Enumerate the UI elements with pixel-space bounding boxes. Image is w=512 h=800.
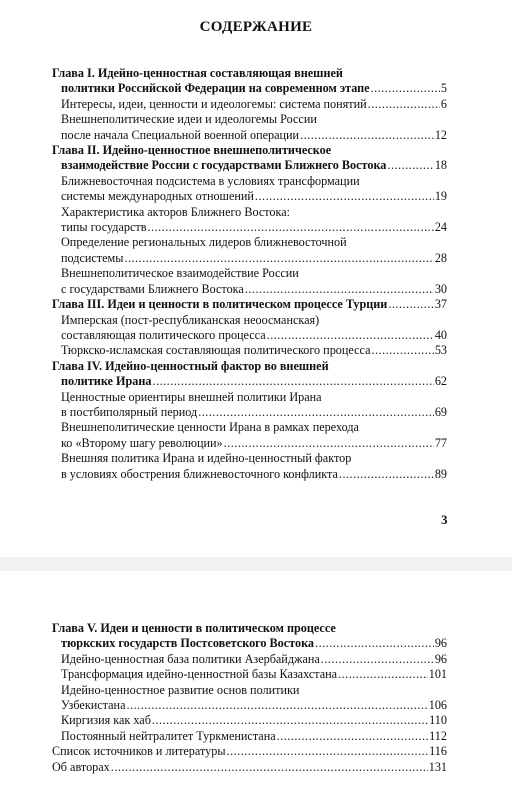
entry-text: Киргизия как хаб: [61, 713, 151, 728]
entry-text: с государствами Ближнего Востока: [61, 281, 244, 296]
toc-entry[interactable]: [52, 683, 447, 714]
leader-dots: [267, 328, 434, 343]
leader-dots: [368, 97, 440, 112]
entry-text: Ближневосточная подсистема в условиях трансформации: [61, 173, 360, 188]
toc-list: [52, 621, 447, 775]
leader-dots: [111, 760, 428, 775]
page-ref: 69: [434, 404, 447, 419]
entry-text: Внешняя политика Ирана и идейно-ценностный фактор: [61, 451, 352, 466]
entry-text: Глава II. Идейно-ценностное внешнеполитическое: [52, 143, 332, 158]
leader-dots: [224, 436, 434, 451]
leader-dots: [227, 744, 429, 759]
page-ref: 110: [429, 713, 447, 728]
toc-entry-chapter-3[interactable]: [52, 297, 447, 312]
entry-text: Ценностные ориентиры внешней политики Ирана: [61, 389, 322, 404]
entry-text: политики Российской Федерации на современном этапе: [61, 81, 370, 96]
page-ref: 131: [428, 759, 447, 774]
toc-entry-chapter-1[interactable]: [52, 66, 447, 97]
page-ref: 112: [429, 728, 447, 743]
toc-entry[interactable]: [52, 713, 447, 728]
toc-entry[interactable]: [52, 112, 447, 143]
page-ref: 77: [434, 435, 447, 450]
leader-dots: [277, 729, 429, 744]
entry-text: подсистемы: [61, 250, 124, 265]
leader-dots: [255, 189, 434, 204]
leader-dots: [388, 297, 434, 312]
toc-entry[interactable]: [52, 729, 447, 744]
toc-entry-chapter-2[interactable]: [52, 143, 447, 174]
entry-text: Узбекистана: [61, 698, 126, 713]
entry-text: Внешнеполитические идеи и идеологемы России: [61, 112, 317, 127]
leader-dots: [147, 220, 433, 235]
toc-entry[interactable]: [52, 97, 447, 112]
entry-text: Глава IV. Идейно-ценностный фактор во внешней: [52, 358, 329, 373]
toc-entry[interactable]: [52, 343, 447, 358]
toc-entry[interactable]: [52, 205, 447, 236]
page-ref: 62: [434, 374, 447, 389]
entry-text: типы государств: [61, 220, 147, 235]
page-ref: 28: [434, 250, 447, 265]
page-ref: 101: [428, 667, 447, 682]
page-ref: 18: [434, 158, 447, 173]
page-number: 3: [441, 512, 448, 527]
leader-dots: [198, 405, 434, 420]
entry-text: Имперская (пост-республиканская неоосманская): [61, 312, 320, 327]
leader-dots: [387, 158, 433, 173]
entry-text: Характеристика акторов Ближнего Востока:: [61, 204, 291, 219]
page-ref: 19: [434, 189, 447, 204]
entry-text: Трансформация идейно-ценностной базы Казахстана: [61, 667, 338, 682]
entry-text: Идейно-ценностная база политики Азербайджана: [61, 651, 320, 666]
toc-list: [52, 66, 447, 482]
toc-title: СОДЕРЖАНИЕ: [199, 19, 313, 35]
page-ref: 6: [440, 96, 447, 111]
entry-text: Идейно-ценностное развитие основ политики: [61, 682, 300, 697]
leader-dots: [321, 652, 434, 667]
leader-dots: [371, 81, 440, 96]
entry-text: после начала Специальной военной операции: [61, 127, 300, 142]
toc-entry-bibliography[interactable]: [52, 744, 447, 759]
page-ref: 53: [434, 343, 447, 358]
page-2: [0, 571, 512, 800]
entry-text: Определение региональных лидеров ближневосточной: [61, 235, 347, 250]
leader-dots: [338, 667, 428, 682]
page-ref: 24: [434, 220, 447, 235]
entry-text: Об авторах: [52, 759, 110, 774]
entry-text: Постоянный нейтралитет Туркменистана: [61, 728, 276, 743]
toc-entry-chapter-4[interactable]: [52, 359, 447, 390]
page-ref: 106: [428, 698, 447, 713]
toc-entry[interactable]: [52, 174, 447, 205]
page-ref: 96: [434, 651, 447, 666]
entry-text: составляющая политического процесса: [61, 327, 266, 342]
entry-text: Внешнеполитическое взаимодействие России: [61, 266, 299, 281]
page-ref: 12: [434, 127, 447, 142]
toc-entry[interactable]: [52, 313, 447, 344]
toc-entry[interactable]: [52, 235, 447, 266]
entry-text: политике Ирана: [61, 374, 152, 389]
toc-entry-authors[interactable]: [52, 760, 447, 775]
leader-dots: [372, 343, 434, 358]
leader-dots: [245, 282, 434, 297]
leader-dots: [152, 713, 428, 728]
page-ref: 37: [434, 297, 447, 312]
page-ref: 30: [434, 281, 447, 296]
toc-entry[interactable]: [52, 652, 447, 667]
toc-entry[interactable]: [52, 451, 447, 482]
toc-entry[interactable]: [52, 266, 447, 297]
page-ref: 5: [440, 81, 447, 96]
page-ref: 116: [429, 744, 447, 759]
toc-entry[interactable]: [52, 390, 447, 421]
entry-text: в условиях обострения ближневосточного конфликта: [61, 466, 338, 481]
leader-dots: [339, 467, 434, 482]
entry-text: Список источников и литературы: [52, 744, 226, 759]
entry-text: Внешнеполитические ценности Ирана в рамках перехода: [61, 420, 359, 435]
entry-text: системы международных отношений: [61, 189, 254, 204]
page-ref: 40: [434, 327, 447, 342]
entry-text: тюркских государств Постсоветского Востока: [61, 636, 315, 651]
entry-text: Интересы, идеи, ценности и идеологемы: система понятий: [61, 96, 367, 111]
entry-text: Глава V. Идеи и ценности в политическом процессе: [52, 621, 336, 635]
entry-text: Глава I. Идейно-ценностная составляющая внешней: [52, 66, 343, 80]
page-ref: 89: [434, 466, 447, 481]
entry-text: Тюркско-исламская составляющая политического процесса: [61, 343, 371, 358]
entry-text: ко «Второму шагу революции»: [61, 435, 223, 450]
leader-dots: [315, 636, 434, 651]
leader-dots: [300, 128, 434, 143]
leader-dots: [152, 374, 433, 389]
toc-entry-chapter-5[interactable]: [52, 621, 447, 652]
toc-entry[interactable]: [52, 667, 447, 682]
entry-text: в постбиполярный период: [61, 404, 198, 419]
page-ref: 96: [434, 636, 447, 651]
leader-dots: [124, 251, 433, 266]
toc-entry[interactable]: [52, 420, 447, 451]
entry-text: Глава III. Идеи и ценности в политическом процессе Турции: [52, 297, 388, 312]
leader-dots: [127, 698, 428, 713]
entry-text: взаимодействие России с государствами Ближнего Востока: [61, 158, 387, 173]
